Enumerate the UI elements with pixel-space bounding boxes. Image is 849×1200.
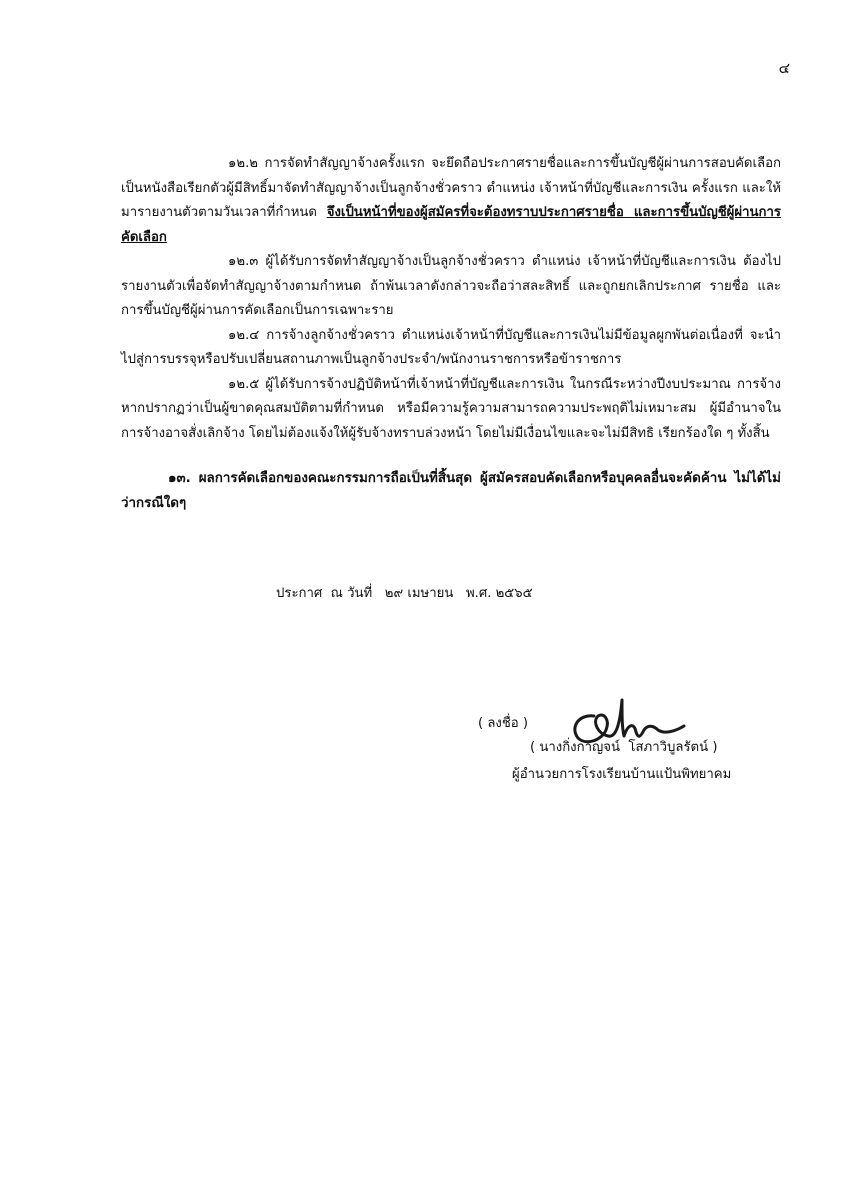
paragraph-12-4: ๑๒.๔ การจ้างลูกจ้างชั่วคราว ตำแหน่งเจ้าหน้าที่บัญชีและการเงินไม่มีข้อมูลผูกพันต่อเนื่องที่ จะนำไปสู่การบรรจุหรือปรับเปลี่ยนสถานภาพเป็นลูกจ้างประจำ/พนักงานราชการหรือข้าราชการ [121, 327, 781, 367]
paragraph-12-2-emphasis: จึงเป็นหน้าที่ของผู้สมัครที่จะต้องทราบประกาศรายชื่อ และการขึ้นบัญชีผู้ผ่านการคัดเลือก [121, 205, 781, 245]
announcement-date: ประกาศ ณ วันที่ ๒๙ เมษายน พ.ศ. ๒๕๖๕ [276, 586, 533, 601]
paragraph-12-2 [121, 152, 781, 250]
page-number: ๔ [778, 59, 790, 77]
document-body [121, 152, 781, 516]
paragraph-12-3: ๑๒.๓ ผู้ได้รับการจัดทำสัญญาจ้างเป็นลูกจ้างชั่วคราว ตำแหน่ง เจ้าหน้าที่บัญชีและการเงิน ต้องไปรายงานตัวเพื่อจัดทำสัญญาจ้างตามกำหนด ถ้าพ้นเวลาดังกล่าวจะถือว่าสละสิทธิ์ และถูกยกเลิกประกาศ รายชื่อ และการขึ้นบัญชีผู้ผ่านการคัดเลือกเป็นการเฉพาะราย [121, 254, 781, 318]
paragraph-13: ๑๓. ผลการคัดเลือกของคณะกรรมการถือเป็นที่สิ้นสุด ผู้สมัครสอบคัดเลือกหรือบุคคลอื่นจะคัดค้าน ไม่ได้ไม่ว่ากรณีใดๆ [121, 471, 781, 511]
signatory-position: ผู้อำนวยการโรงเรียนบ้านแป้นพิทยาคม [512, 767, 732, 782]
paragraph-12-5: ๑๒.๕ ผู้ได้รับการจ้างปฏิบัติหน้าที่เจ้าหน้าที่บัญชีและการเงิน ในกรณีระหว่างปีงบประมาณ การจ้างหากปรากฏว่าเป็นผู้ขาดคุณสมบัติตามที่กำหนด หรือมีความรู้ความสามารถความประพฤติไม่เหมาะสม ผู้มีอำนาจในการจ้างอาจสั่งเลิกจ้าง โดยไม่ต้องแจ้งให้ผู้รับจ้างทราบล่วงหน้า โดยไม่มีเงื่อนไขและจะไม่มีสิทธิ เรียกร้องใด ๆ ทั้งสิ้น [121, 376, 781, 441]
signatory-name: ( นางกิ่งกาญจน์ โสภาวิบูลรัตน์ ) [530, 740, 718, 755]
signature-block [478, 708, 808, 808]
signature-label: ( ลงชื่อ ) [478, 716, 529, 731]
paragraph-12-2-text: ๑๒.๒ การจัดทำสัญญาจ้างครั้งแรก จะยึดถือประกาศรายชื่อและการขึ้นบัญชีผู้ผ่านการสอบคัดเลือก เป็นหนังสือเรียกตัวผู้มีสิทธิ์มาจัดทำสัญญาจ้างเป็นลูกจ้างชั่วคราว ตำแหน่ง เจ้าหน้าที่บัญชีและการเงิน ครั้งแรก และให้มารายงานตัวตามวันเวลาที่กำหนด [121, 156, 781, 220]
